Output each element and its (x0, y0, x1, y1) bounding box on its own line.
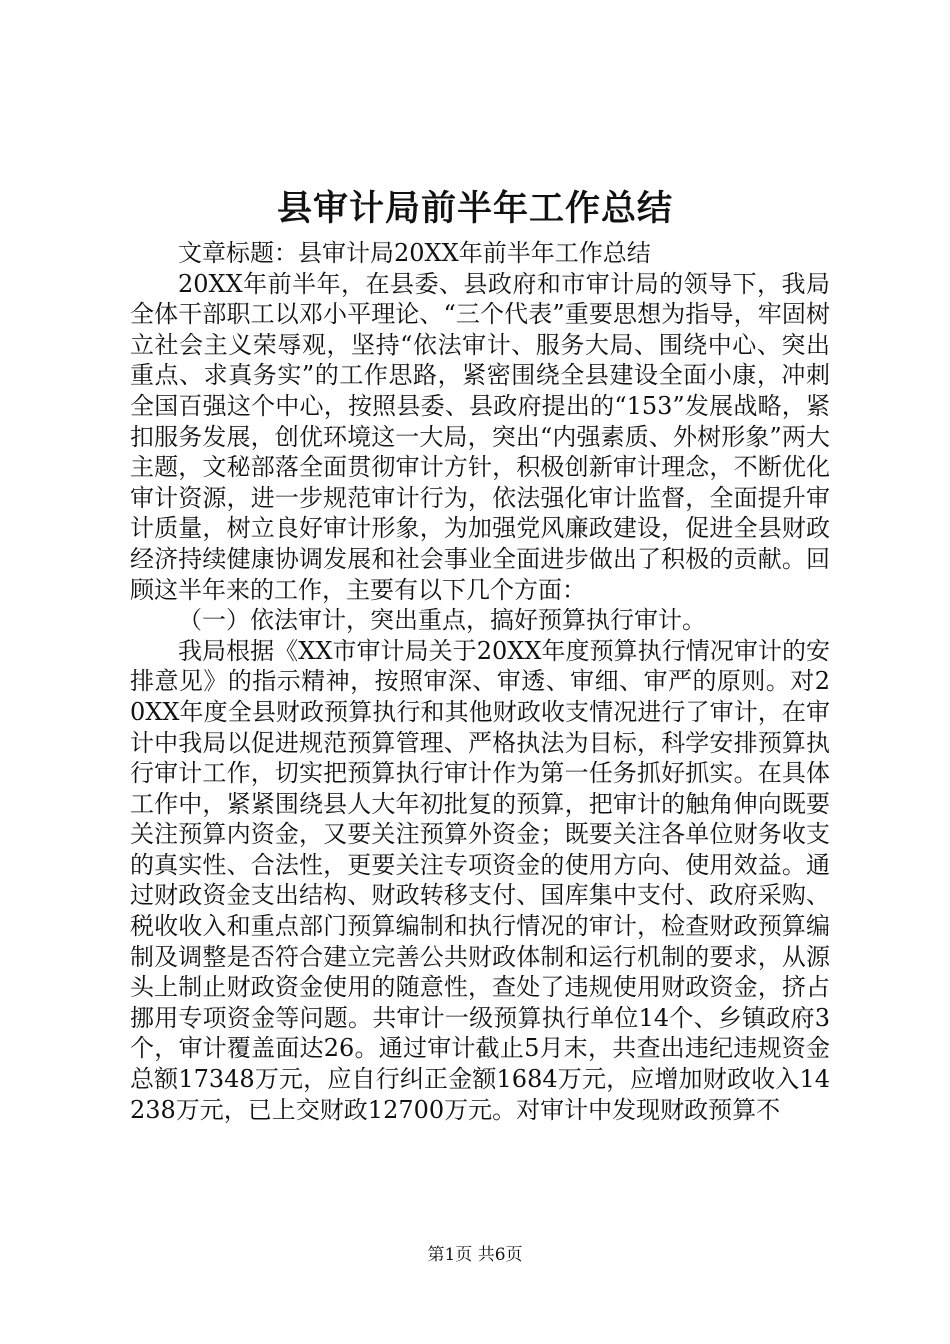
document-title: 县审计局前半年工作总结 (276, 188, 673, 229)
article-heading-line: 文章标题：县审计局20XX年前半年工作总结 (178, 239, 651, 267)
body-paragraph: 我局根据《XX市审计局关于20XX年度预算执行情况审计的安排意见》的指示精神，按照审深、审透、审细、审严的原则。对20XX年度全县财政预算执行和其他财政收支情况进行了审计，在审计中我局以促进规范预算管理、严格执法为目标，科学安排预算执行审计工作，切实把预算执行审计作为第一任务抓好抓实。在具体工作中，紧紧围绕县人大年初批复的预算，把审计的触角伸向既要关注预算内资金，又要关注预算外资金；既要关注各单位财务收支的真实性、合法性，更要关注专项资金的使用方向、使用效益。通过财政资金支出结构、财政转移支付、国库集中支付、政府采购、税收收入和重点部门预算编制和执行情况的审计，检查财政预算编制及调整是否符合建立完善公共财政体制和运行机制的要求，从源头上制止财政资金使用的随意性，查处了违规使用财政资金，挤占挪用专项资金等问题。共审计一级预算执行单位14个、乡镇政府3个，审计覆盖面达26。通过审计截止5月末，共查出违纪违规资金总额17348万元，应自行纠正金额1684万元，应增加财政收入14238万元，已上交财政12700万元。对审计中发现财政预算不 (130, 636, 830, 1124)
page-footer: 第1页 共6页 (427, 1245, 523, 1265)
intro-paragraph: 20XX年前半年，在县委、县政府和市审计局的领导下，我局全体干部职工以邓小平理论、“三个代表”重要思想为指导，牢固树立社会主义荣辱观，坚持“依法审计、服务大局、围绕中心、突出重点、求真务实”的工作思路，紧密围绕全县建设全面小康，冲刺全国百强这个中心，按照县委、县政府提出的“153”发展战略，紧扣服务发展，创优环境这一大局，突出“内强素质、外树形象”两大主题，文秘部落全面贯彻审计方针，积极创新审计理念，不断优化审计资源，进一步规范审计行为，依法强化审计监督，全面提升审计质量，树立良好审计形象，为加强党风廉政建设，促进全县财政经济持续健康协调发展和社会事业全面进步做出了积极的贡献。回顾这半年来的工作，主要有以下几个方面： (130, 269, 830, 604)
section-heading: （一）依法审计，突出重点，搞好预算执行审计。 (178, 606, 706, 635)
document-body (130, 238, 830, 1125)
